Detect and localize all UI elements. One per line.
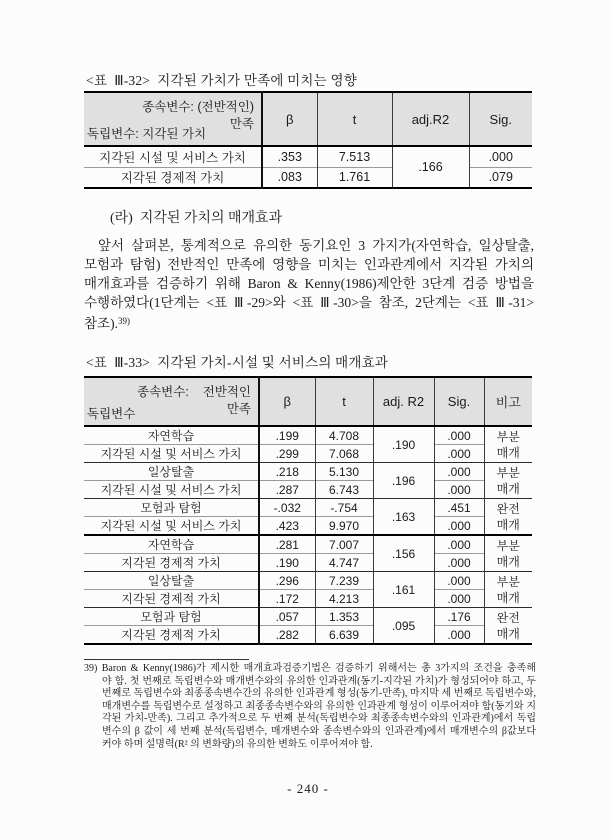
row-label: 지각된 시설 및 서비스 가치 bbox=[84, 517, 259, 536]
note-line: 매개 bbox=[496, 626, 520, 641]
cell-beta: .218 bbox=[259, 463, 315, 481]
cell-t: 7.513 bbox=[317, 146, 392, 167]
cell-note-merged bbox=[484, 426, 532, 463]
footnote-line: 39) Baron & Kenny(1986)가 제시한 매개효과검증기법은 검증하기 위해서는 총 3가지의 조건을 충족해 bbox=[84, 663, 536, 674]
cell-beta: .299 bbox=[259, 445, 315, 463]
cell-note-merged bbox=[484, 499, 532, 536]
paragraph-line: 매개효과를 검증하기 위해 Baron & Kenny(1986)제안한 3단계 검증 방법을 bbox=[84, 276, 534, 291]
cell-beta: .281 bbox=[259, 535, 315, 554]
cell-adjr2-merged: .166 bbox=[392, 146, 469, 188]
cell-beta: .057 bbox=[259, 608, 315, 626]
footnote-separator bbox=[84, 659, 249, 660]
table-row bbox=[84, 626, 532, 645]
dependent-variable-label: 종속변수: (전반적인) bbox=[142, 100, 254, 114]
footnote-reference: 39) bbox=[117, 316, 130, 326]
cell-t: -.754 bbox=[315, 499, 373, 517]
cell-t: 7.239 bbox=[315, 572, 373, 590]
cell-sig: .000 bbox=[434, 517, 484, 536]
row-label: 자연학습 bbox=[147, 429, 195, 443]
cell-beta: .353 bbox=[262, 146, 317, 167]
cell-t: 4.708 bbox=[315, 426, 373, 445]
row-label: 지각된 경제적 가치 bbox=[84, 626, 259, 645]
footnote-line: 변수의 β 값이 세 번째 분석(독립변수, 매개변수와 종속변수와의 인과관계)에서 매개변수의 β값보다 bbox=[102, 725, 536, 737]
note-line: 부분 bbox=[496, 465, 520, 480]
dependent-variable-label-2: 만족 bbox=[229, 117, 254, 131]
cell-t: 9.970 bbox=[315, 517, 373, 536]
cell-sig: .000 bbox=[469, 146, 532, 167]
table-row bbox=[84, 146, 532, 167]
cell-beta: .423 bbox=[259, 517, 315, 536]
cell-t: 4.213 bbox=[315, 590, 373, 608]
note-line: 매개 bbox=[496, 445, 520, 460]
row-label: 지각된 시설 및 서비스 가치 bbox=[99, 150, 246, 165]
cell-beta: .282 bbox=[259, 626, 315, 645]
cell-sig: .176 bbox=[434, 608, 484, 626]
cell-note-merged bbox=[484, 535, 532, 572]
cell-sig: .000 bbox=[434, 481, 484, 499]
row-label: 일상탈출 bbox=[84, 463, 259, 481]
cell-t: 6.743 bbox=[315, 481, 373, 499]
cell-note-merged bbox=[484, 608, 532, 645]
column-header-sig: Sig. bbox=[434, 377, 484, 426]
column-header-beta: β bbox=[262, 92, 317, 146]
cell-t: 7.007 bbox=[315, 535, 373, 554]
dependent-variable-label-2: 만족 bbox=[226, 402, 251, 416]
note-line: 부분 bbox=[496, 574, 520, 589]
column-header-beta: β bbox=[259, 377, 315, 426]
section-heading: (라) 지각된 가치의 매개효과 bbox=[110, 211, 283, 226]
cell-beta: .083 bbox=[262, 167, 317, 188]
table32-diagonal-header-cell bbox=[84, 92, 262, 146]
row-label: 자연학습 bbox=[84, 535, 259, 554]
paragraph-line: 앞서 살펴본, 통계적으로 유의한 동기요인 3 가지가(자연학습, 일상탈출, bbox=[98, 238, 534, 253]
paragraph-line: 모험과 탐험) 전반적인 만족에 영향을 미치는 인과관계에서 지각된 가치의 bbox=[84, 257, 534, 272]
cell-sig: .000 bbox=[434, 572, 484, 590]
note-line: 완전 bbox=[496, 610, 520, 625]
footnote-line: 각된 가치-만족). 그리고 추가적으로 두 번째 분석(독립변수와 최종종속변수와의 인과관계)에서 독립 bbox=[102, 713, 536, 725]
row-label: 지각된 시설 및 서비스 가치 bbox=[84, 445, 259, 463]
independent-variable-label: 독립변수: 지각된 가치 bbox=[87, 127, 207, 141]
paragraph-line: 수행하였다(1단계는 <표 Ⅲ-29>와 <표 Ⅲ-30>을 참조, 2단계는 <표 Ⅲ-31> bbox=[84, 295, 534, 310]
cell-sig: .000 bbox=[434, 590, 484, 608]
dependent-variable-label: 종속변수: 전반적인 bbox=[137, 385, 251, 399]
cell-beta: .190 bbox=[259, 554, 315, 572]
row-label: 지각된 시설 및 서비스 가치 bbox=[84, 481, 259, 499]
body-paragraph bbox=[84, 236, 534, 331]
page-number: - 240 - bbox=[287, 781, 329, 796]
table-row bbox=[84, 463, 532, 481]
cell-adjr2-merged: .161 bbox=[373, 572, 434, 608]
column-header-t: t bbox=[317, 92, 392, 146]
cell-sig: .000 bbox=[434, 426, 484, 445]
row-label: 일상탈출 bbox=[84, 572, 259, 590]
table33 bbox=[84, 376, 532, 645]
table-row bbox=[84, 445, 532, 463]
column-header-adjr2: adj. R2 bbox=[373, 377, 434, 426]
paragraph-line bbox=[84, 312, 534, 331]
column-header-sig: Sig. bbox=[469, 92, 532, 146]
footnote-line: 커야 하며 설명력(R² 의 변화량)의 유의한 변화도 이루어져야 함. bbox=[102, 738, 373, 750]
cell-beta: -.032 bbox=[259, 499, 315, 517]
note-line: 매개 bbox=[496, 554, 520, 569]
table33-title: <표 Ⅲ-33> 지각된 가치-시설 및 서비스의 매개효과 bbox=[86, 355, 389, 370]
note-line: 부분 bbox=[496, 538, 520, 553]
table-row bbox=[84, 608, 532, 626]
row-label: 지각된 경제적 가치 bbox=[84, 167, 262, 188]
cell-note-merged bbox=[484, 572, 532, 608]
cell-beta: .287 bbox=[259, 481, 315, 499]
cell-adjr2-merged: .156 bbox=[373, 535, 434, 572]
cell-t: 4.747 bbox=[315, 554, 373, 572]
cell-sig: .000 bbox=[434, 554, 484, 572]
row-label: 모험과 탐험 bbox=[84, 499, 259, 517]
cell-beta: .296 bbox=[259, 572, 315, 590]
footnote-line: 번째로 독립변수와 최종종속변수간의 유의한 인과관계 형성(동기-만족), 마지막 세 번째로 독립변수와, bbox=[102, 688, 536, 700]
row-label: 모험과 탐험 bbox=[84, 608, 259, 626]
table32 bbox=[84, 91, 532, 189]
note-line: 매개 bbox=[496, 517, 520, 532]
footnote bbox=[84, 663, 536, 751]
cell-adjr2-merged: .196 bbox=[373, 463, 434, 499]
table32-title: <표 Ⅲ-32> 지각된 가치가 만족에 미치는 영향 bbox=[86, 73, 357, 88]
column-header-adjr2: adj.R2 bbox=[392, 92, 469, 146]
cell-sig: .000 bbox=[434, 463, 484, 481]
table-row bbox=[84, 481, 532, 499]
note-line: 완전 bbox=[496, 501, 520, 516]
note-line: 부분 bbox=[496, 429, 520, 444]
column-header-note: 비고 bbox=[484, 377, 532, 426]
cell-sig: .000 bbox=[434, 445, 484, 463]
cell-t: 1.353 bbox=[315, 608, 373, 626]
footnote-line: 매개변수를 독립변수로 설정하고 최종종속변수와의 유의한 인과관계 형성이 이루어져야 함(동기와 지 bbox=[102, 700, 536, 712]
table33-diagonal-header-cell bbox=[84, 377, 259, 426]
table-row bbox=[84, 535, 532, 554]
note-line: 매개 bbox=[496, 481, 520, 496]
row-label: 지각된 경제적 가치 bbox=[84, 590, 259, 608]
cell-t: 7.068 bbox=[315, 445, 373, 463]
footnote-line: 야 함. 첫 번째로 독립변수와 매개변수와의 유의한 인과관계(동기-지각된 가치)가 형성되어야 하고, 두 bbox=[102, 675, 536, 687]
cell-sig: .000 bbox=[434, 626, 484, 645]
table-row bbox=[84, 554, 532, 572]
cell-beta: .172 bbox=[259, 590, 315, 608]
table-row bbox=[84, 499, 532, 517]
table-row bbox=[84, 590, 532, 608]
cell-t: 6.639 bbox=[315, 626, 373, 645]
cell-sig: .079 bbox=[469, 167, 532, 188]
note-line: 매개 bbox=[496, 590, 520, 605]
cell-t: 1.761 bbox=[317, 167, 392, 188]
table-row bbox=[84, 426, 532, 445]
independent-variable-label: 독립변수 bbox=[87, 407, 136, 421]
cell-beta: .199 bbox=[259, 426, 315, 445]
cell-sig: .451 bbox=[434, 499, 484, 517]
cell-adjr2-merged: .190 bbox=[373, 426, 434, 463]
table-row bbox=[84, 572, 532, 590]
row-label: 지각된 경제적 가치 bbox=[84, 554, 259, 572]
paragraph-line-text: 참조). bbox=[84, 316, 118, 331]
cell-adjr2-merged: .163 bbox=[373, 499, 434, 536]
cell-t: 5.130 bbox=[315, 463, 373, 481]
cell-note-merged bbox=[484, 463, 532, 499]
cell-sig: .000 bbox=[434, 535, 484, 554]
table-row bbox=[84, 517, 532, 536]
cell-adjr2-merged: .095 bbox=[373, 608, 434, 645]
table32-header-row bbox=[84, 92, 532, 146]
column-header-t: t bbox=[315, 377, 373, 426]
table33-header-row bbox=[84, 377, 532, 426]
